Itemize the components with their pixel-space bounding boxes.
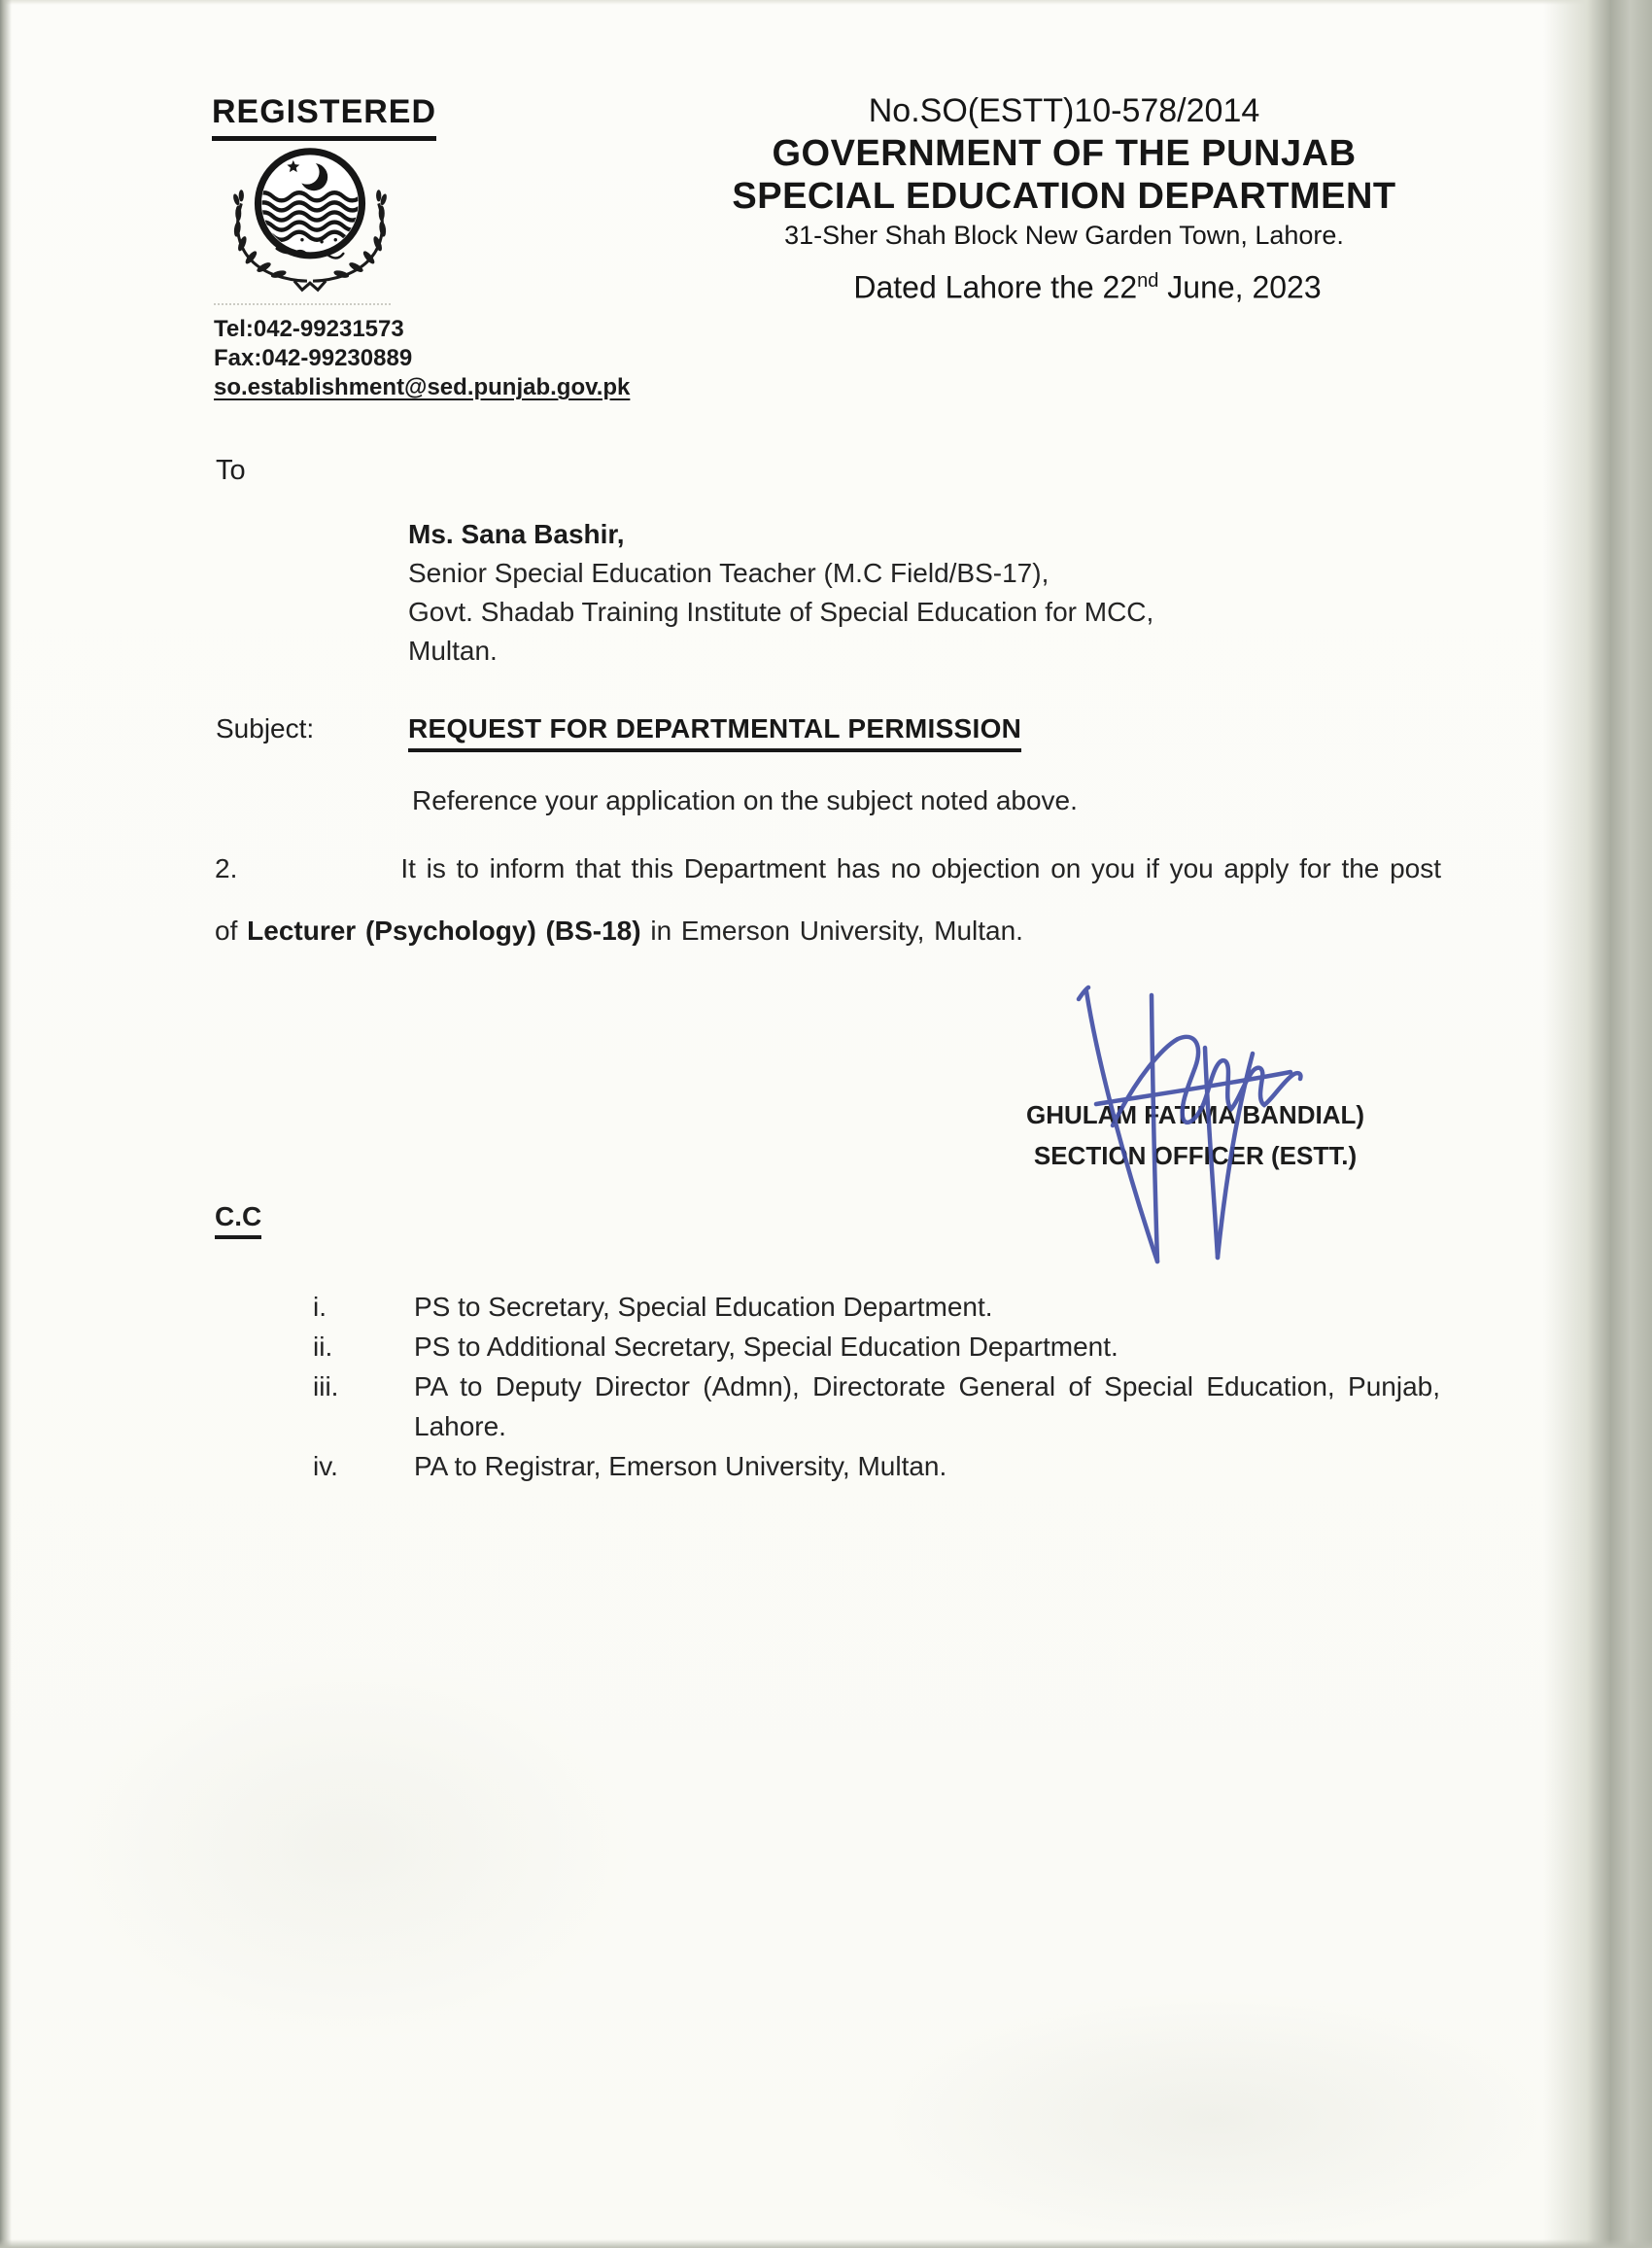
body-paragraph-1: Reference your application on the subject noted above. — [412, 785, 1078, 815]
scan-edge-bottom — [0, 2239, 1652, 2248]
date-ordinal-suffix: nd — [1137, 270, 1159, 292]
cc-item-text: PA to Deputy Director (Admn), Directorate General of Special Education, Punjab, Lahore. — [414, 1371, 1440, 1441]
body-paragraph-2: 2. It is to inform that this Department has no objection on you if you apply for the post of Lecturer (Psychology) (BS-18) in Emerson University, Multan. — [215, 853, 1441, 946]
registered-stamp: REGISTERED — [212, 93, 436, 141]
cc-item-number: i. — [313, 1292, 327, 1322]
cc-item-text: PA to Registrar, Emerson University, Multan. — [414, 1451, 947, 1481]
cc-item-text: PS to Secretary, Special Education Department. — [414, 1292, 993, 1322]
signature-ink — [1059, 978, 1312, 1269]
reference-number: No.SO(ESTT)10-578/2014 — [868, 92, 1260, 129]
cc-list — [313, 1287, 1440, 1486]
punjab-crest-icon — [212, 140, 408, 294]
cc-label: C.C — [215, 1201, 261, 1239]
subject-title: REQUEST FOR DEPARTMENTAL PERMISSION — [408, 713, 1021, 752]
telephone-number: Tel:042-99231573 — [214, 316, 404, 342]
subject-label: Subject: — [216, 713, 315, 744]
scan-edge-right — [1543, 0, 1652, 2248]
paragraph-number: 2. — [215, 853, 238, 883]
scan-blotch — [58, 1652, 641, 2041]
government-title: GOVERNMENT OF THE PUNJAB — [772, 133, 1357, 174]
cc-item — [313, 1327, 1440, 1366]
department-title: SPECIAL EDUCATION DEPARTMENT — [732, 176, 1396, 217]
cc-item-number: iv. — [313, 1451, 338, 1481]
contact-block — [214, 315, 630, 402]
recipient-city: Multan. — [408, 636, 498, 666]
cc-item — [313, 1287, 1440, 1327]
cc-item — [313, 1446, 1440, 1486]
cc-item-text: PS to Additional Secretary, Special Education Department. — [414, 1332, 1119, 1362]
recipient-title: Senior Special Education Teacher (M.C Field/BS-17), — [408, 558, 1050, 588]
to-label: To — [216, 455, 246, 486]
post-title-bold: Lecturer (Psychology) (BS-18) — [247, 916, 641, 946]
letter-date: Dated Lahore the 22nd June, 2023 — [853, 269, 1322, 305]
cc-item — [313, 1366, 1440, 1446]
department-address: 31-Sher Shah Block New Garden Town, Lahore. — [784, 221, 1344, 250]
scan-edge-top — [0, 0, 1652, 5]
cc-item-number: iii. — [313, 1371, 339, 1401]
crest-underline — [214, 303, 391, 305]
signatory-designation: SECTION OFFICER (ESTT.) — [1033, 1141, 1358, 1170]
subject-row — [216, 713, 1022, 744]
fax-number: Fax:042-99230889 — [214, 345, 413, 371]
scan-blotch — [875, 1992, 1555, 2245]
letterhead — [724, 91, 1404, 306]
signatory-name: GHULAM FATIMA BANDIAL) — [1025, 1100, 1365, 1129]
recipient-address-block — [408, 515, 1153, 671]
recipient-institute: Govt. Shadab Training Institute of Special Education for MCC, — [408, 597, 1154, 627]
cc-item-number: ii. — [313, 1332, 333, 1362]
scan-edge-left — [0, 0, 12, 2248]
email-address: so.establishment@sed.punjab.gov.pk — [214, 374, 631, 400]
recipient-name: Ms. Sana Bashir, — [408, 519, 625, 549]
